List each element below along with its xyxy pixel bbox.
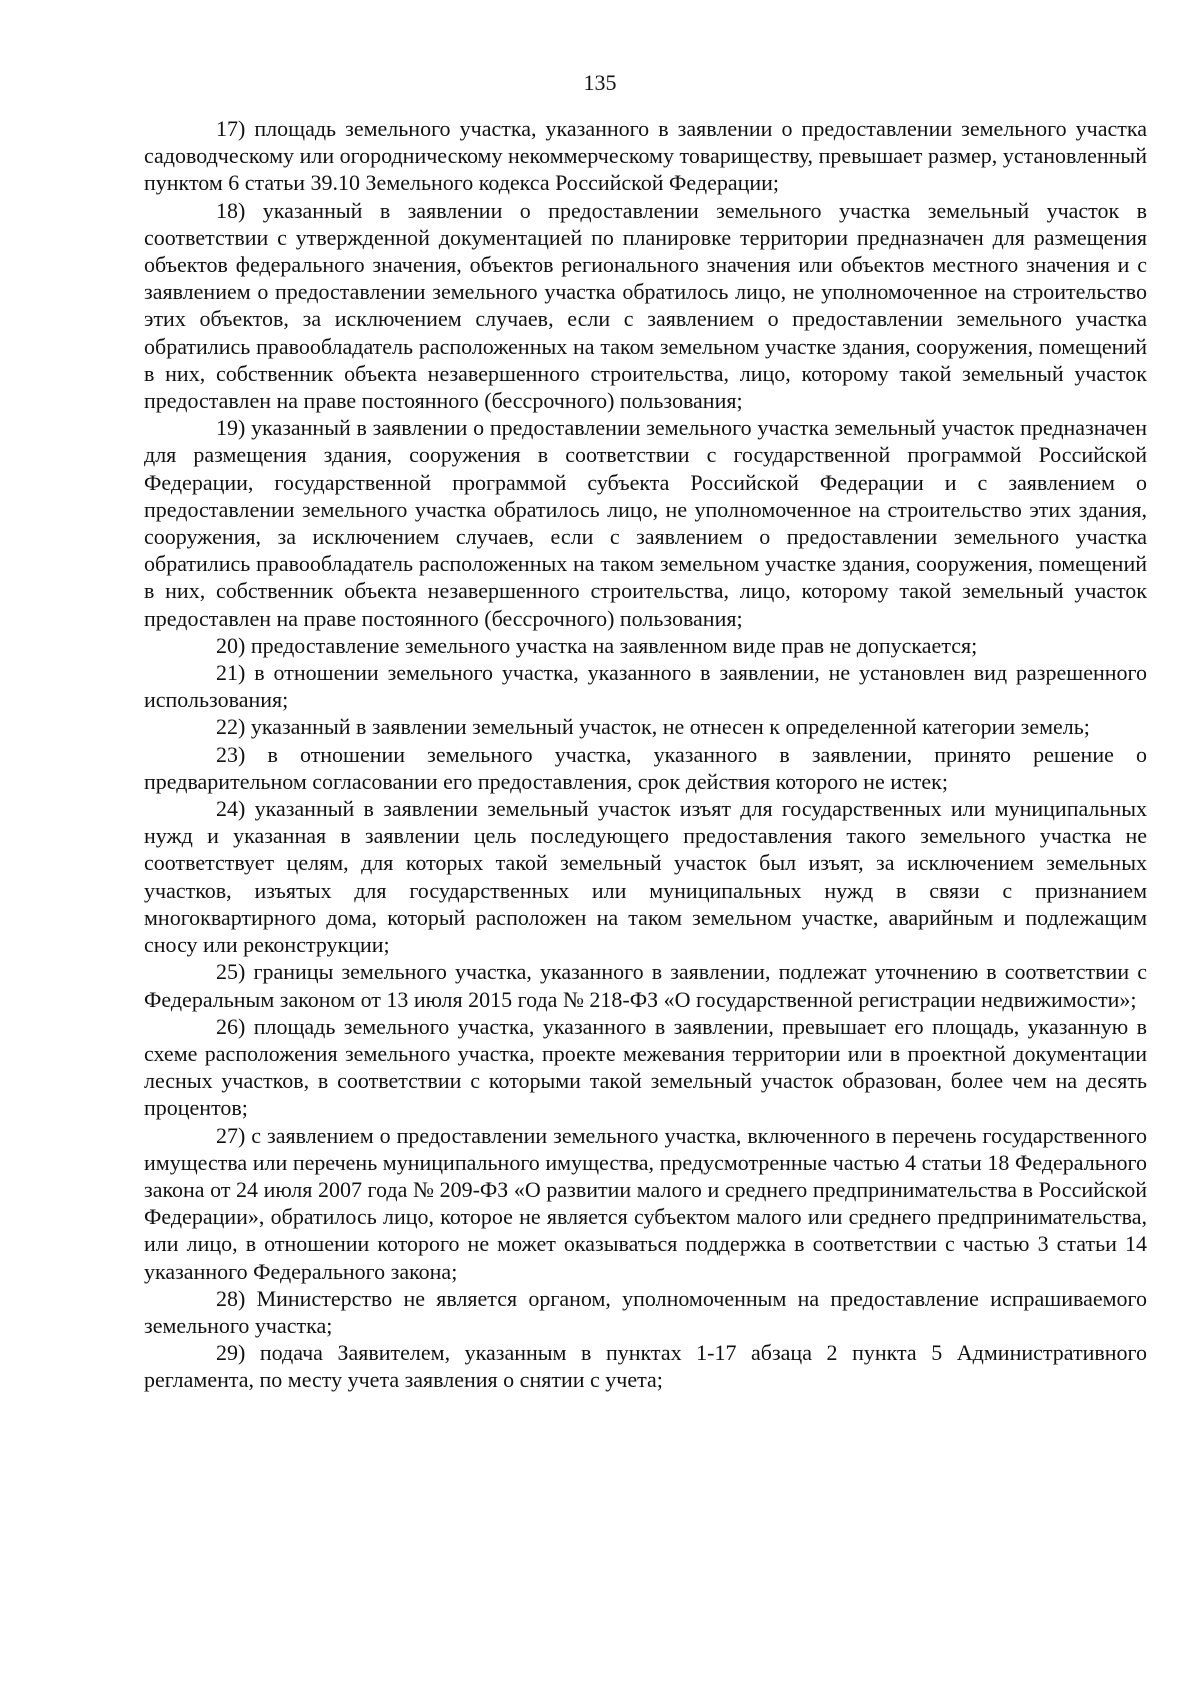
list-item-22: 22) указанный в заявлении земельный участок, не отнесен к определенной категории земель; xyxy=(216,714,1090,740)
document-body xyxy=(144,115,1147,1394)
list-item-25: 25) границы земельного участка, указанного в заявлении, подлежат уточнению в соответствии с Федеральным законом от 13 июля 2015 года № 218-ФЗ «О государственной регистрации недвижимости»; xyxy=(144,959,1147,1012)
list-item-20: 20) предоставление земельного участка на заявленном виде прав не допускается; xyxy=(216,632,978,658)
list-item-27: 27) с заявлением о предоставлении земельного участка, включенного в перечень государственного имущества или перечень муниципального имущества, предусмотренные частью 4 статьи 18 Федерального закона от 24 июля 2007 года № 209-ФЗ «О развитии малого и среднего предпринимательства в Российской Федерации», обратилось лицо, которое не является субъектом малого или среднего предпринимательства, или лицо, в отношении которого не может оказываться поддержка в соответствии с частью 3 статьи 14 указанного Федерального закона; xyxy=(144,1122,1147,1284)
list-item-26: 26) площадь земельного участка, указанного в заявлении, превышает его площадь, указанную в схеме расположения земельного участка, проекте межевания территории или в проектной документации лесных участков, в соответствии с которыми такой земельный участок образован, более чем на десять процентов; xyxy=(144,1013,1147,1121)
list-item-24: 24) указанный в заявлении земельный участок изъят для государственных или муниципальных нужд и указанная в заявлении цель последующего предоставления такого земельного участка не соответствует целям, для которых такой земельный участок был изъят, за исключением земельных участков, изъятых для государственных или муниципальных нужд в связи с признанием многоквартирного дома, который расположен на таком земельном участке, аварийным и подлежащим сносу или реконструкции; xyxy=(144,796,1147,958)
list-item-23: 23) в отношении земельного участка, указанного в заявлении, принято решение о предварительном согласовании его предоставления, срок действия которого не истек; xyxy=(144,741,1147,794)
list-item-17: 17) площадь земельного участка, указанного в заявлении о предоставлении земельного участка садоводческому или огородническому некоммерческому товариществу, превышает размер, установленный пунктом 6 статьи 39.10 Земельного кодекса Российской Федерации; xyxy=(144,116,1147,196)
list-item-18: 18) указанный в заявлении о предоставлении земельного участка земельный участок в соответствии с утвержденной документацией по планировке территории предназначен для размещения объектов федерального значения, объектов регионального значения или объектов местного значения и с заявлением о предоставлении земельного участка обратилось лицо, не уполномоченное на строительство этих объектов, за исключением случаев, если с заявлением о предоставлении земельного участка обратились правообладатель расположенных на таком земельном участке здания, сооружения, помещений в них, собственник объекта незавершенного строительства, лицо, которому такой земельный участок предоставлен на праве постоянного (бессрочного) пользования; xyxy=(144,197,1147,414)
list-item-21: 21) в отношении земельного участка, указанного в заявлении, не установлен вид разрешенного использования; xyxy=(144,660,1147,713)
list-item-28: 28) Министерство не является органом, уполномоченным на предоставление испрашиваемого земельного участка; xyxy=(144,1285,1147,1338)
list-item-19: 19) указанный в заявлении о предоставлении земельного участка земельный участок предназначен для размещения здания, сооружения в соответствии с государственной программой Российской Федерации, государственной программой субъекта Российской Федерации и с заявлением о предоставлении земельного участка обратилось лицо, не уполномоченное на строительство этих здания, сооружения, за исключением случаев, если с заявлением о предоставлении земельного участка обратились правообладатель расположенных на таком земельном участке здания, сооружения, помещений в них, собственник объекта незавершенного строительства, лицо, которому такой земельный участок предоставлен на праве постоянного (бессрочного) пользования; xyxy=(144,415,1147,631)
page-number: 135 xyxy=(583,70,617,95)
list-item-29: 29) подача Заявителем, указанным в пунктах 1-17 абзаца 2 пункта 5 Административного регламента, по месту учета заявления о снятии с учета; xyxy=(144,1340,1147,1393)
